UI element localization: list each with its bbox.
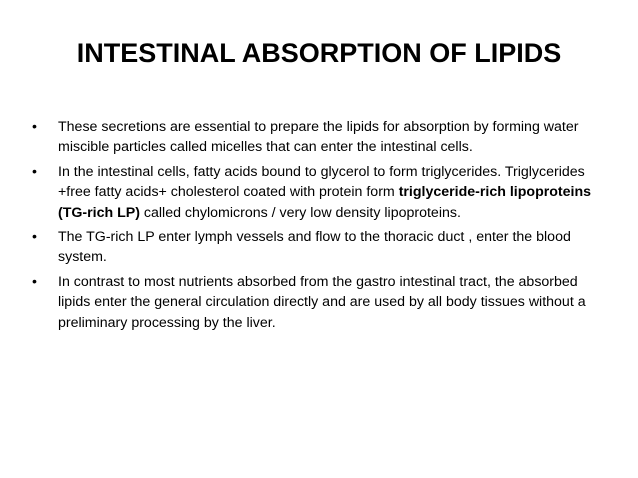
bullet-dot: •	[32, 163, 37, 180]
bullet-dot: •	[32, 229, 37, 246]
bullet-text: These secretions are essential to prepare the lipids for absorption by forming water miscible particles called micelles that can enter the intestinal cells.	[58, 119, 579, 156]
slide-title: INTESTINAL ABSORPTION OF LIPIDS	[76, 38, 562, 68]
bullet-item-3	[32, 227, 592, 268]
bullet-item-1	[32, 117, 592, 158]
bullet-item-4	[32, 272, 592, 333]
bullet-item-2	[32, 162, 592, 223]
bullet-text: In contrast to most nutrients absorbed from the gastro intestinal tract, the absorbed lipids enter the general circulation directly and are used by all body tissues without a preliminary processing by the liver.	[58, 273, 586, 331]
bullet-text-after: called chylomicrons / very low density lipoproteins.	[139, 204, 461, 221]
bullet-dot: •	[32, 119, 37, 135]
bullet-text: The TG-rich LP enter lymph vessels and flow to the thoracic duct , enter the blood system.	[58, 229, 571, 266]
bullet-text-before: In the intestinal cells, fatty acids bound to glycerol to form triglycerides. Triglycerides +free fatty acids+ cholesterol coated with protein form	[58, 163, 585, 201]
bullet-dot: •	[32, 273, 37, 290]
bullet-text-bold: triglyceride-rich lipoproteins (TG-rich LP)	[58, 184, 592, 221]
bullet-list	[32, 117, 592, 337]
